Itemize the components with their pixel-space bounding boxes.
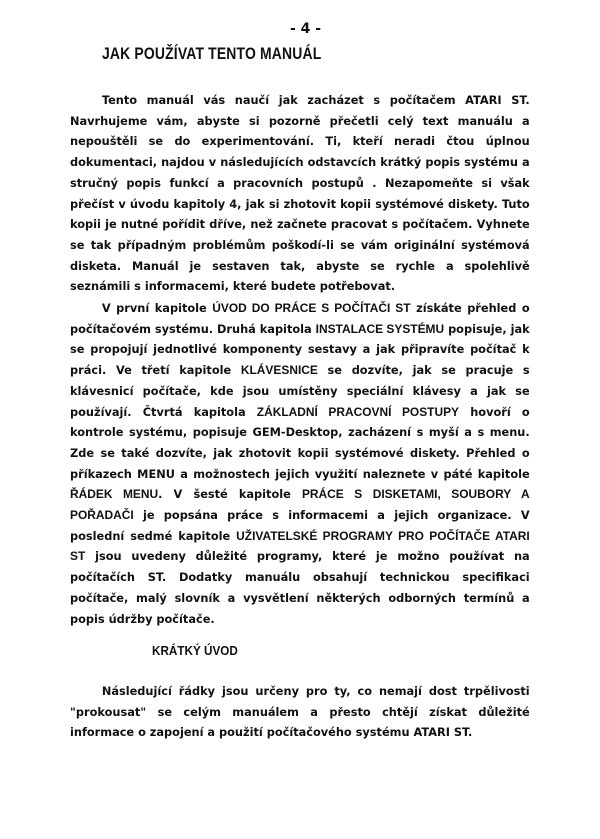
page-number: - 4 - xyxy=(290,21,322,37)
chapters-text-5: hovoří o kontrole systému, popisuje GEM-Desktop, zacházení s myší a s menu. Zde se také dozvíte, jak zhotovit kopii systémové diskety. Přehled o příkazech MENU a možnostech jejich využití naleznete v páté kapitole xyxy=(70,404,530,481)
chapter-5-title: ŘÁDEK MENU xyxy=(70,487,159,502)
chapters-text-7: je popsána práce s informacemi a jejich organizace. V poslední sedmé kapitole xyxy=(70,508,530,543)
chapters-text-1: V první kapitole xyxy=(101,301,213,315)
chapters-text-8: jsou uvedeny důležité programy, které je možno používat na počítačích ST. Dodatky manuálu obsahují technickou specifikaci počítače, malý slovník a vysvětlení některých odborných termínů a popis údržby počítače. xyxy=(70,549,530,626)
intro-paragraph: Tento manuál vás naučí jak zacházet s počítačem ATARI ST. Navrhujeme vám, abyste si pozorně přečetli celý text manuálu a nepouštěli se do experimentování. Ti, kteří neradi čtou úplnou dokumentaci, najdou v následujících odstavcích krátký popis systému a stručný popis funkcí a pracovních postupů . Nezapomeňte si však přečíst v úvodu kapitoly 4, jak si zhotovit kopii systémové diskety. Tuto kopii je nutné pořídit dříve, než začnete pracovat s počítačem. Vyhnete se tak případným problémům poškodí-li se vám originální systémová disketa. Manuál je sestaven tak, abyste se rychle a spolehlivě seznámili s informacemi, které budete potřebovat. xyxy=(70,93,530,294)
chapter-3-title: KLÁVESNICE xyxy=(240,363,318,378)
chapter-6-title: PRÁCE S DISKETAMI, SOUBORY A POŘADAČI xyxy=(70,487,530,523)
chapter-4-title: ZÁKLADNÍ PRACOVNÍ POSTUPY xyxy=(256,404,460,419)
chapters-text-6: . V šesté kapitole xyxy=(158,487,302,502)
short-intro-paragraph: Následující řádky jsou určeny pro ty, co nemají dost trpělivosti "prokousat" se celým manuálem a přesto chtějí získat důležité informace o zapojení a použití počítačového systému ATARI ST. xyxy=(70,684,530,740)
chapters-text-4: se dozvíte, jak se pracuje s klávesnicí počítače, kde jsou umístěny speciální klávesy a jak se používají. Čtvrtá kapitola xyxy=(70,363,530,419)
chapters-paragraph xyxy=(70,298,530,629)
chapter-1-title: ÚVOD DO PRÁCE S POČÍTAČI ST xyxy=(212,301,411,315)
chapter-2-title: INSTALACE SYSTÉMU xyxy=(315,321,445,336)
chapters-text-3: popisuje, jak se propojují jednotlivé komponenty sestavy a jak připravíte počítač k práci. Ve třetí kapitole xyxy=(70,321,530,378)
chapters-text-2: získáte přehled o počítačovém systému. Druhá kapitola xyxy=(70,301,530,336)
section-heading: KRÁTKÝ ÚVOD xyxy=(152,643,238,658)
chapter-7-title: UŽIVATELSKÉ PROGRAMY PRO POČÍTAČE ATARI ST xyxy=(70,528,530,564)
page-title: JAK POUŽÍVAT TENTO MANUÁL xyxy=(102,44,322,63)
